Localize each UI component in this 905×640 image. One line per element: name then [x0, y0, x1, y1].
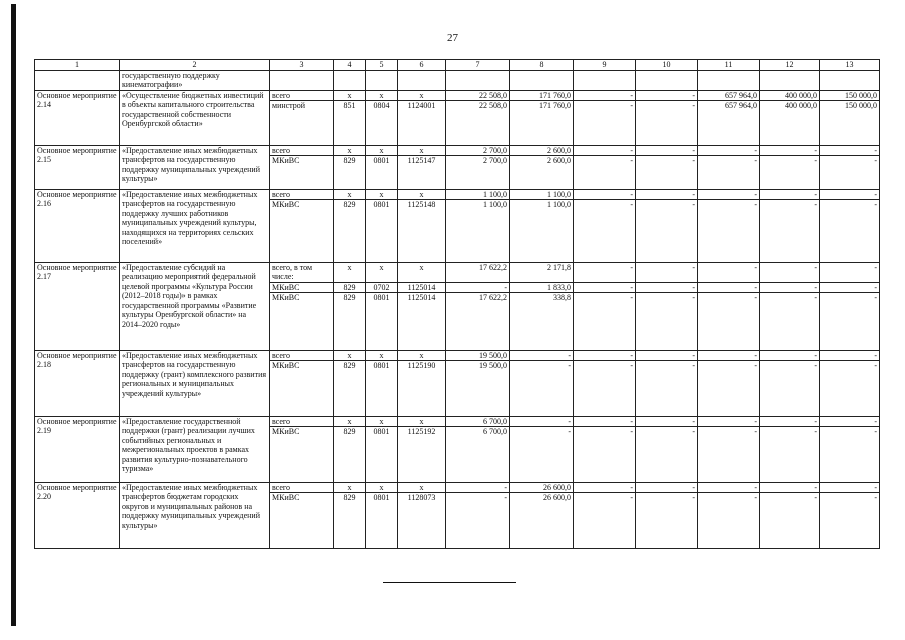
cell-c3: [270, 482, 334, 548]
cell-c3: [270, 350, 334, 416]
value-line: 17 622,2: [446, 263, 509, 283]
value-line: -: [574, 351, 635, 362]
cell-c9: [574, 145, 636, 189]
cell-c10: [636, 482, 698, 548]
value-line: -: [574, 146, 635, 157]
cell-c3: [270, 416, 334, 482]
activity-description: «Предоставление иных межбюджетных трансфертов бюджетам городских округов и муниципальных районов на поддержку муниципальных учреждений культуры»: [120, 482, 270, 548]
value-line: -: [874, 293, 877, 302]
value-line: 1124001: [407, 101, 436, 110]
value-line: -: [574, 263, 635, 283]
cell-c13: [820, 90, 880, 145]
value-line: -: [754, 200, 757, 209]
value-line: 829: [343, 156, 356, 165]
value-line: 22 508,0: [446, 91, 509, 102]
value-line: 1125148: [407, 200, 436, 209]
value-line: -: [814, 361, 817, 370]
value-line: -: [510, 417, 573, 428]
value-line: х: [398, 91, 445, 102]
value-line: -: [820, 263, 879, 283]
value-line: 150 000,0: [845, 101, 877, 110]
value-line: 2 600,0: [547, 156, 571, 165]
activity-description: «Предоставление субсидий на реализацию мероприятий федеральной целевой программы «Культура России (2012–2018 годы)» в рамках государственной программы «Развитие культуры Оренбургской области» на 2014–2020 годы»: [120, 262, 270, 350]
activity-name: Основное мероприятие 2.14: [35, 90, 120, 145]
cell-c12: [760, 189, 820, 262]
value-line: х: [334, 91, 365, 102]
value-line: 1 100,0: [547, 200, 571, 209]
value-line: -: [574, 417, 635, 428]
value-line: -: [574, 283, 635, 294]
value-line: 657 964,0: [725, 101, 757, 110]
value-line: -: [760, 351, 819, 362]
activity-name: Основное мероприятие 2.18: [35, 350, 120, 416]
value-line: 851: [343, 101, 356, 110]
cell-c9: [574, 482, 636, 548]
value-line: 0801: [373, 361, 390, 370]
value-line: х: [334, 351, 365, 362]
value-line: -: [446, 483, 509, 494]
value-line: 19 500,0: [446, 351, 509, 362]
column-header-10: 10: [636, 60, 698, 71]
cell-c4: [334, 416, 366, 482]
cell-c11: [698, 189, 760, 262]
value-line: 2 700,0: [446, 146, 509, 157]
value-line: х: [366, 263, 397, 283]
table-row: [35, 350, 880, 416]
cell-c13: [820, 350, 880, 416]
value-line: 0801: [373, 156, 390, 165]
value-line: 2 700,0: [483, 156, 507, 165]
cell-c10: [636, 189, 698, 262]
value-line: 17 622,2: [479, 293, 507, 302]
cell-c7: [446, 189, 510, 262]
continuation-row: [35, 70, 880, 90]
column-header-2: 2: [120, 60, 270, 71]
table-row: [35, 262, 880, 350]
value-line: -: [754, 493, 757, 502]
value-line: МКиВС: [270, 283, 333, 294]
page-edge-bar: [11, 4, 16, 626]
value-line: 400 000,0: [760, 91, 819, 102]
cell-c6: [398, 482, 446, 548]
value-line: всего: [270, 146, 333, 157]
value-line: -: [692, 101, 695, 110]
value-line: -: [574, 91, 635, 102]
value-line: -: [698, 483, 759, 494]
value-line: -: [814, 156, 817, 165]
value-line: -: [574, 483, 635, 494]
cell-c9: [574, 189, 636, 262]
value-line: МКиВС: [272, 200, 300, 209]
cell-c9: [574, 90, 636, 145]
value-line: 2 600,0: [510, 146, 573, 157]
value-line: х: [366, 483, 397, 494]
value-line: -: [510, 351, 573, 362]
column-header-6: 6: [398, 60, 446, 71]
value-line: -: [636, 263, 697, 283]
value-line: 1 100,0: [446, 190, 509, 201]
value-line: -: [636, 190, 697, 201]
value-line: 0801: [373, 200, 390, 209]
cell-c4: [334, 262, 366, 350]
value-line: 400 000,0: [785, 101, 817, 110]
value-line: -: [698, 417, 759, 428]
value-line: -: [820, 283, 879, 294]
value-line: всего: [270, 483, 333, 494]
cell-c12: [760, 350, 820, 416]
value-line: -: [698, 283, 759, 294]
cell-c7: [446, 262, 510, 350]
value-line: -: [820, 146, 879, 157]
value-line: -: [636, 351, 697, 362]
value-line: 0801: [373, 293, 390, 302]
value-line: х: [398, 351, 445, 362]
value-line: 1 833,0: [510, 283, 573, 294]
activity-name: Основное мероприятие 2.20: [35, 482, 120, 548]
column-header-5: 5: [366, 60, 398, 71]
value-line: -: [760, 283, 819, 294]
value-line: 1125014: [407, 293, 436, 302]
cell-c11: [698, 416, 760, 482]
value-line: -: [874, 361, 877, 370]
activity-name: Основное мероприятие 2.15: [35, 145, 120, 189]
column-number-row: [35, 60, 880, 71]
value-line: -: [760, 483, 819, 494]
value-line: МКиВС: [272, 293, 300, 302]
value-line: 6 700,0: [446, 417, 509, 428]
value-line: х: [334, 263, 365, 283]
value-line: 829: [343, 200, 356, 209]
value-line: -: [874, 427, 877, 436]
cell-c8: [510, 90, 574, 145]
value-line: х: [334, 146, 365, 157]
cell-c5: [366, 145, 398, 189]
value-line: х: [398, 417, 445, 428]
value-line: -: [698, 263, 759, 283]
value-line: 1125147: [407, 156, 436, 165]
cell-c8: [510, 416, 574, 482]
cell-c3: [270, 90, 334, 145]
value-line: х: [398, 146, 445, 157]
value-line: -: [630, 101, 633, 110]
cell-c11: [698, 145, 760, 189]
value-line: -: [630, 200, 633, 209]
cell-c4: [334, 189, 366, 262]
value-line: всего: [270, 351, 333, 362]
cell-c10: [636, 145, 698, 189]
value-line: -: [760, 146, 819, 157]
cell-c11: [698, 350, 760, 416]
value-line: -: [692, 361, 695, 370]
value-line: -: [814, 493, 817, 502]
value-line: х: [366, 417, 397, 428]
value-line: -: [504, 493, 507, 502]
value-line: -: [630, 427, 633, 436]
cell-c8: [510, 262, 574, 350]
cell-c4: [334, 350, 366, 416]
value-line: -: [874, 200, 877, 209]
continuation-text: государственную поддержку кинематографии»: [120, 70, 270, 90]
cell-c13: [820, 416, 880, 482]
value-line: -: [630, 156, 633, 165]
cell-c13: [820, 262, 880, 350]
cell-c7: [446, 90, 510, 145]
value-line: -: [874, 156, 877, 165]
value-line: МКиВС: [272, 493, 300, 502]
value-line: -: [568, 427, 571, 436]
value-line: -: [636, 283, 697, 294]
value-line: 26 600,0: [510, 483, 573, 494]
value-line: всего, в том числе:: [270, 263, 333, 283]
cell-c13: [820, 482, 880, 548]
value-line: всего: [270, 91, 333, 102]
activity-description: «Предоставление иных межбюджетных трансфертов на государственную поддержку муниципальных учреждений культуры»: [120, 145, 270, 189]
bottom-rule: [383, 582, 516, 583]
value-line: 171 760,0: [510, 91, 573, 102]
value-line: минстрой: [272, 101, 306, 110]
value-line: 1125014: [398, 283, 445, 294]
cell-c13: [820, 189, 880, 262]
cell-c12: [760, 416, 820, 482]
value-line: -: [692, 156, 695, 165]
value-line: 150 000,0: [820, 91, 879, 102]
value-line: 26 600,0: [543, 493, 571, 502]
value-line: 171 760,0: [539, 101, 571, 110]
activity-name: Основное мероприятие 2.16: [35, 189, 120, 262]
cell-c12: [760, 145, 820, 189]
continuation-col1: [35, 70, 120, 90]
cell-c3: [270, 145, 334, 189]
value-line: -: [814, 293, 817, 302]
value-line: х: [398, 483, 445, 494]
cell-c12: [760, 262, 820, 350]
cell-c4: [334, 90, 366, 145]
cell-c7: [446, 145, 510, 189]
value-line: 22 508,0: [479, 101, 507, 110]
value-line: МКиВС: [272, 361, 300, 370]
value-line: х: [366, 190, 397, 201]
cell-c6: [398, 189, 446, 262]
value-line: -: [630, 493, 633, 502]
table-row: [35, 189, 880, 262]
value-line: х: [398, 190, 445, 201]
value-line: х: [366, 351, 397, 362]
value-line: -: [820, 417, 879, 428]
program-table: [34, 59, 880, 549]
value-line: 829: [343, 493, 356, 502]
cell-c7: [446, 350, 510, 416]
column-header-8: 8: [510, 60, 574, 71]
value-line: 19 500,0: [479, 361, 507, 370]
cell-c6: [398, 262, 446, 350]
cell-c10: [636, 416, 698, 482]
value-line: -: [754, 293, 757, 302]
value-line: -: [692, 200, 695, 209]
value-line: х: [334, 417, 365, 428]
value-line: 0702: [366, 283, 397, 294]
value-line: 2 171,8: [510, 263, 573, 283]
cell-c5: [366, 189, 398, 262]
value-line: -: [446, 283, 509, 294]
value-line: -: [636, 91, 697, 102]
value-line: -: [754, 156, 757, 165]
cell-c11: [698, 262, 760, 350]
value-line: 1128073: [407, 493, 436, 502]
column-header-3: 3: [270, 60, 334, 71]
value-line: -: [630, 293, 633, 302]
value-line: -: [820, 483, 879, 494]
value-line: 0801: [373, 427, 390, 436]
cell-c9: [574, 262, 636, 350]
activity-description: «Осуществление бюджетных инвестиций в объекты капитального строительства государственной собственности Оренбургской области»: [120, 90, 270, 145]
value-line: х: [398, 263, 445, 283]
cell-c5: [366, 416, 398, 482]
column-header-1: 1: [35, 60, 120, 71]
cell-c4: [334, 482, 366, 548]
value-line: -: [636, 483, 697, 494]
value-line: 829: [343, 361, 356, 370]
table-row: [35, 145, 880, 189]
value-line: -: [820, 190, 879, 201]
value-line: -: [754, 361, 757, 370]
value-line: х: [366, 91, 397, 102]
cell-c5: [366, 90, 398, 145]
cell-c3: [270, 262, 334, 350]
value-line: -: [568, 361, 571, 370]
cell-c8: [510, 350, 574, 416]
cell-c8: [510, 482, 574, 548]
table-body: [35, 60, 880, 549]
value-line: -: [698, 351, 759, 362]
cell-c10: [636, 262, 698, 350]
cell-c3: [270, 189, 334, 262]
cell-c4: [334, 145, 366, 189]
value-line: всего: [270, 417, 333, 428]
value-line: 0804: [373, 101, 390, 110]
cell-c10: [636, 350, 698, 416]
activity-description: «Предоставление иных межбюджетных трансфертов на государственную поддержку лучших работников муниципальных учреждений культуры, находящихся на территориях сельских поселений»: [120, 189, 270, 262]
cell-c8: [510, 145, 574, 189]
value-line: 1 100,0: [483, 200, 507, 209]
value-line: -: [760, 417, 819, 428]
value-line: 1125190: [407, 361, 436, 370]
cell-c7: [446, 482, 510, 548]
column-header-11: 11: [698, 60, 760, 71]
column-header-9: 9: [574, 60, 636, 71]
value-line: всего: [270, 190, 333, 201]
value-line: -: [636, 146, 697, 157]
value-line: -: [820, 351, 879, 362]
cell-c11: [698, 90, 760, 145]
activity-description: «Предоставление иных межбюджетных трансфертов на государственную поддержку (грант) комплексного развития региональных и муниципальных учреждений культуры»: [120, 350, 270, 416]
activity-name: Основное мероприятие 2.17: [35, 262, 120, 350]
cell-c5: [366, 350, 398, 416]
value-line: 829: [343, 293, 356, 302]
page-number: 27: [447, 32, 458, 44]
value-line: -: [630, 361, 633, 370]
value-line: -: [574, 190, 635, 201]
value-line: -: [698, 190, 759, 201]
value-line: -: [754, 427, 757, 436]
cell-c5: [366, 262, 398, 350]
cell-c6: [398, 90, 446, 145]
cell-c12: [760, 90, 820, 145]
value-line: 657 964,0: [698, 91, 759, 102]
value-line: МКиВС: [272, 427, 300, 436]
value-line: 829: [343, 427, 356, 436]
value-line: -: [636, 417, 697, 428]
column-header-7: 7: [446, 60, 510, 71]
value-line: 829: [334, 283, 365, 294]
cell-c6: [398, 416, 446, 482]
cell-c13: [820, 145, 880, 189]
value-line: 1 100,0: [510, 190, 573, 201]
cell-c12: [760, 482, 820, 548]
value-line: МКиВС: [272, 156, 300, 165]
value-line: х: [334, 190, 365, 201]
value-line: -: [760, 190, 819, 201]
cell-c5: [366, 482, 398, 548]
column-header-4: 4: [334, 60, 366, 71]
value-line: 338,8: [553, 293, 571, 302]
cell-c9: [574, 350, 636, 416]
value-line: -: [692, 427, 695, 436]
value-line: х: [366, 146, 397, 157]
table-row: [35, 90, 880, 145]
column-header-13: 13: [820, 60, 880, 71]
cell-c9: [574, 416, 636, 482]
table-row: [35, 416, 880, 482]
value-line: -: [814, 427, 817, 436]
cell-c7: [446, 416, 510, 482]
value-line: -: [692, 293, 695, 302]
cell-c8: [510, 189, 574, 262]
cell-c10: [636, 90, 698, 145]
activity-description: «Предоставление государственной поддержки (грант) реализации лучших событийных региональных и межрегиональных проектов в рамках развития культурно-познавательного туризма»: [120, 416, 270, 482]
value-line: -: [814, 200, 817, 209]
value-line: -: [692, 493, 695, 502]
activity-name: Основное мероприятие 2.19: [35, 416, 120, 482]
cell-c6: [398, 350, 446, 416]
value-line: 6 700,0: [483, 427, 507, 436]
value-line: х: [334, 483, 365, 494]
value-line: 0801: [373, 493, 390, 502]
table-row: [35, 482, 880, 548]
cell-c11: [698, 482, 760, 548]
value-line: -: [874, 493, 877, 502]
cell-c6: [398, 145, 446, 189]
value-line: -: [698, 146, 759, 157]
column-header-12: 12: [760, 60, 820, 71]
value-line: -: [760, 263, 819, 283]
value-line: 1125192: [407, 427, 436, 436]
